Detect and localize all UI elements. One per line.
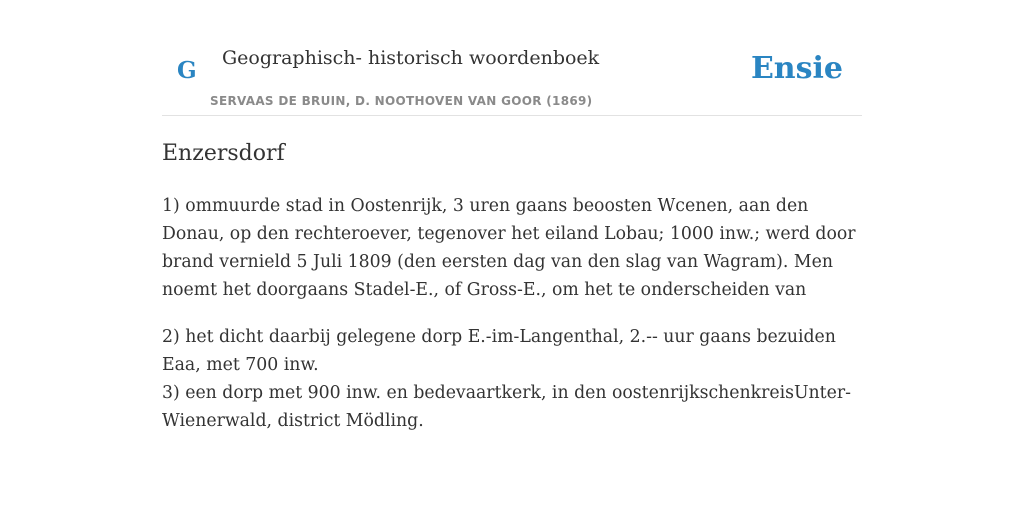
book-letter-icon[interactable]: G [177,57,197,84]
entry-title: Enzersdorf [162,141,285,166]
entry-body [162,192,862,454]
page-container [162,0,862,431]
entry-paragraph: 2) het dicht daarbij gelegene dorp E.-im-Langenthal, 2.-- uur gaans bezuiden Eaa, met 700 inw. 3) een dorp met 900 inw. en bedevaartkerk, in den oostenrijkschenkreisUnter-Wienerwald, district Mödling. [162,327,851,431]
ensie-logo[interactable]: Ensie [750,51,843,86]
dictionary-header [162,0,862,116]
book-author-line: SERVAAS DE BRUIN, D. NOOTHOVEN VAN GOOR (1869) [210,94,593,108]
entry-paragraph: 1) ommuurde stad in Oostenrijk, 3 uren gaans beoosten Wcenen, aan den Donau, op den rechteroever, tegenover het eiland Lobau; 1000 inw.; werd door brand vernield 5 Juli 1809 (den eersten dag van den slag van Wagram). Men noemt het doorgaans Stadel-E., of Gross-E., om het te onderscheiden van [162,196,856,300]
book-title-link[interactable]: Geographisch- historisch woordenboek [222,47,600,69]
